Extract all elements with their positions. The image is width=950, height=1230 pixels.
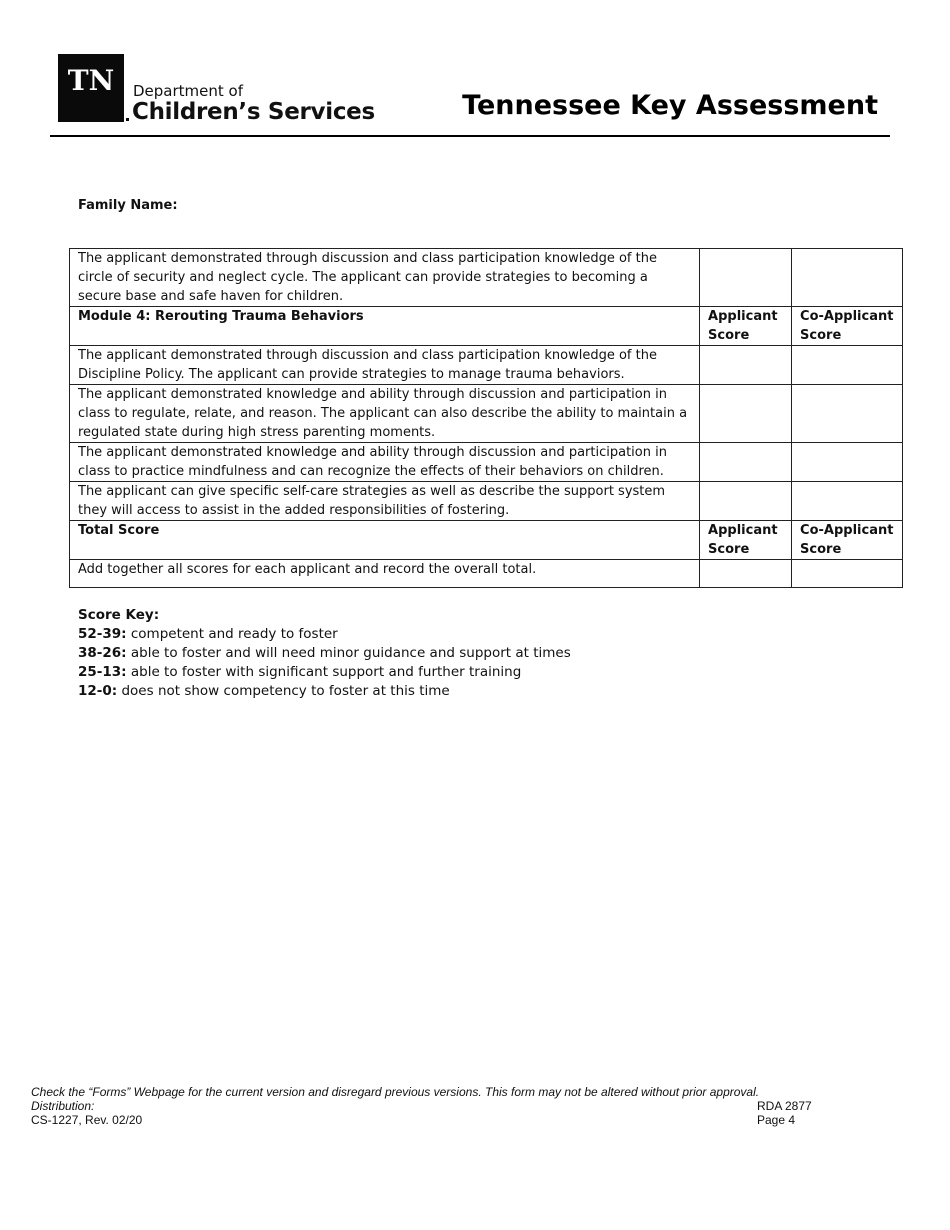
score-range: 12-0: — [78, 683, 118, 699]
logo-text: TN — [67, 64, 115, 97]
applicant-total-cell[interactable] — [700, 560, 792, 588]
score-description: competent and ready to foster — [126, 626, 338, 642]
total-header-row — [70, 521, 903, 560]
applicant-score-header: Applicant Score — [700, 307, 792, 346]
applicant-score-header: Applicant Score — [700, 521, 792, 560]
score-description: does not show competency to foster at this time — [117, 683, 450, 699]
co-applicant-score-cell[interactable] — [792, 385, 903, 443]
department-name: Children’s Services — [132, 99, 375, 125]
score-description: able to foster with significant support and further training — [126, 664, 522, 680]
page-number: Page 4 — [757, 1113, 796, 1127]
table-row — [70, 443, 903, 482]
score-range: 52-39: — [78, 626, 127, 642]
score-key-item — [78, 682, 571, 701]
form-number: CS-1227, Rev. 02/20 — [31, 1113, 143, 1127]
score-key-item — [78, 625, 571, 644]
score-key-title: Score Key: — [78, 607, 160, 623]
header-divider — [50, 135, 890, 137]
total-score-title: Total Score — [70, 521, 700, 560]
co-applicant-score-cell[interactable] — [792, 249, 903, 307]
tn-logo — [58, 54, 124, 120]
distribution-label: Distribution: — [31, 1099, 95, 1113]
co-applicant-score-header: Co-Applicant Score — [792, 521, 903, 560]
score-key-item — [78, 663, 571, 682]
score-key-item — [78, 644, 571, 663]
applicant-score-cell[interactable] — [700, 249, 792, 307]
co-applicant-score-cell[interactable] — [792, 346, 903, 385]
family-name-label: Family Name: — [78, 198, 178, 213]
total-instruction: Add together all scores for each applicant and record the overall total. — [70, 560, 700, 588]
co-applicant-score-cell[interactable] — [792, 482, 903, 521]
criterion-text: The applicant can give specific self-care strategies as well as describe the support system they will access to assist in the added responsibilities of fostering. — [70, 482, 700, 521]
rda-number: RDA 2877 — [757, 1099, 812, 1113]
co-applicant-total-cell[interactable] — [792, 560, 903, 588]
applicant-score-cell[interactable] — [700, 385, 792, 443]
score-range: 25-13: — [78, 664, 127, 680]
table-row — [70, 385, 903, 443]
department-label: Department of — [133, 82, 243, 100]
applicant-score-cell[interactable] — [700, 482, 792, 521]
criterion-text: The applicant demonstrated knowledge and ability through discussion and participation in class to practice mindfulness and can recognize the effects of their behaviors on children. — [70, 443, 700, 482]
co-applicant-score-header: Co-Applicant Score — [792, 307, 903, 346]
score-key — [78, 606, 571, 701]
module-header-row — [70, 307, 903, 346]
assessment-table — [69, 248, 903, 588]
score-description: able to foster and will need minor guidance and support at times — [126, 645, 571, 661]
table-row — [70, 482, 903, 521]
co-applicant-score-cell[interactable] — [792, 443, 903, 482]
criterion-text: The applicant demonstrated through discussion and class participation knowledge of the circle of security and neglect cycle. The applicant can provide strategies to becoming a secure base and safe haven for children. — [70, 249, 700, 307]
applicant-score-cell[interactable] — [700, 346, 792, 385]
table-row — [70, 249, 903, 307]
total-row — [70, 560, 903, 588]
score-range: 38-26: — [78, 645, 127, 661]
table-row — [70, 346, 903, 385]
criterion-text: The applicant demonstrated knowledge and ability through discussion and participation in class to regulate, relate, and reason. The applicant can also describe the ability to maintain a regulated state during high stress parenting moments. — [70, 385, 700, 443]
forms-notice: Check the “Forms” Webpage for the current version and disregard previous versions. This form may not be altered without prior approval. — [31, 1085, 760, 1099]
page-title: Tennessee Key Assessment — [462, 90, 878, 121]
logo-dot — [126, 118, 129, 121]
logo-underline — [58, 116, 124, 122]
module-title: Module 4: Rerouting Trauma Behaviors — [70, 307, 700, 346]
applicant-score-cell[interactable] — [700, 443, 792, 482]
criterion-text: The applicant demonstrated through discussion and class participation knowledge of the Discipline Policy. The applicant can provide strategies to manage trauma behaviors. — [70, 346, 700, 385]
